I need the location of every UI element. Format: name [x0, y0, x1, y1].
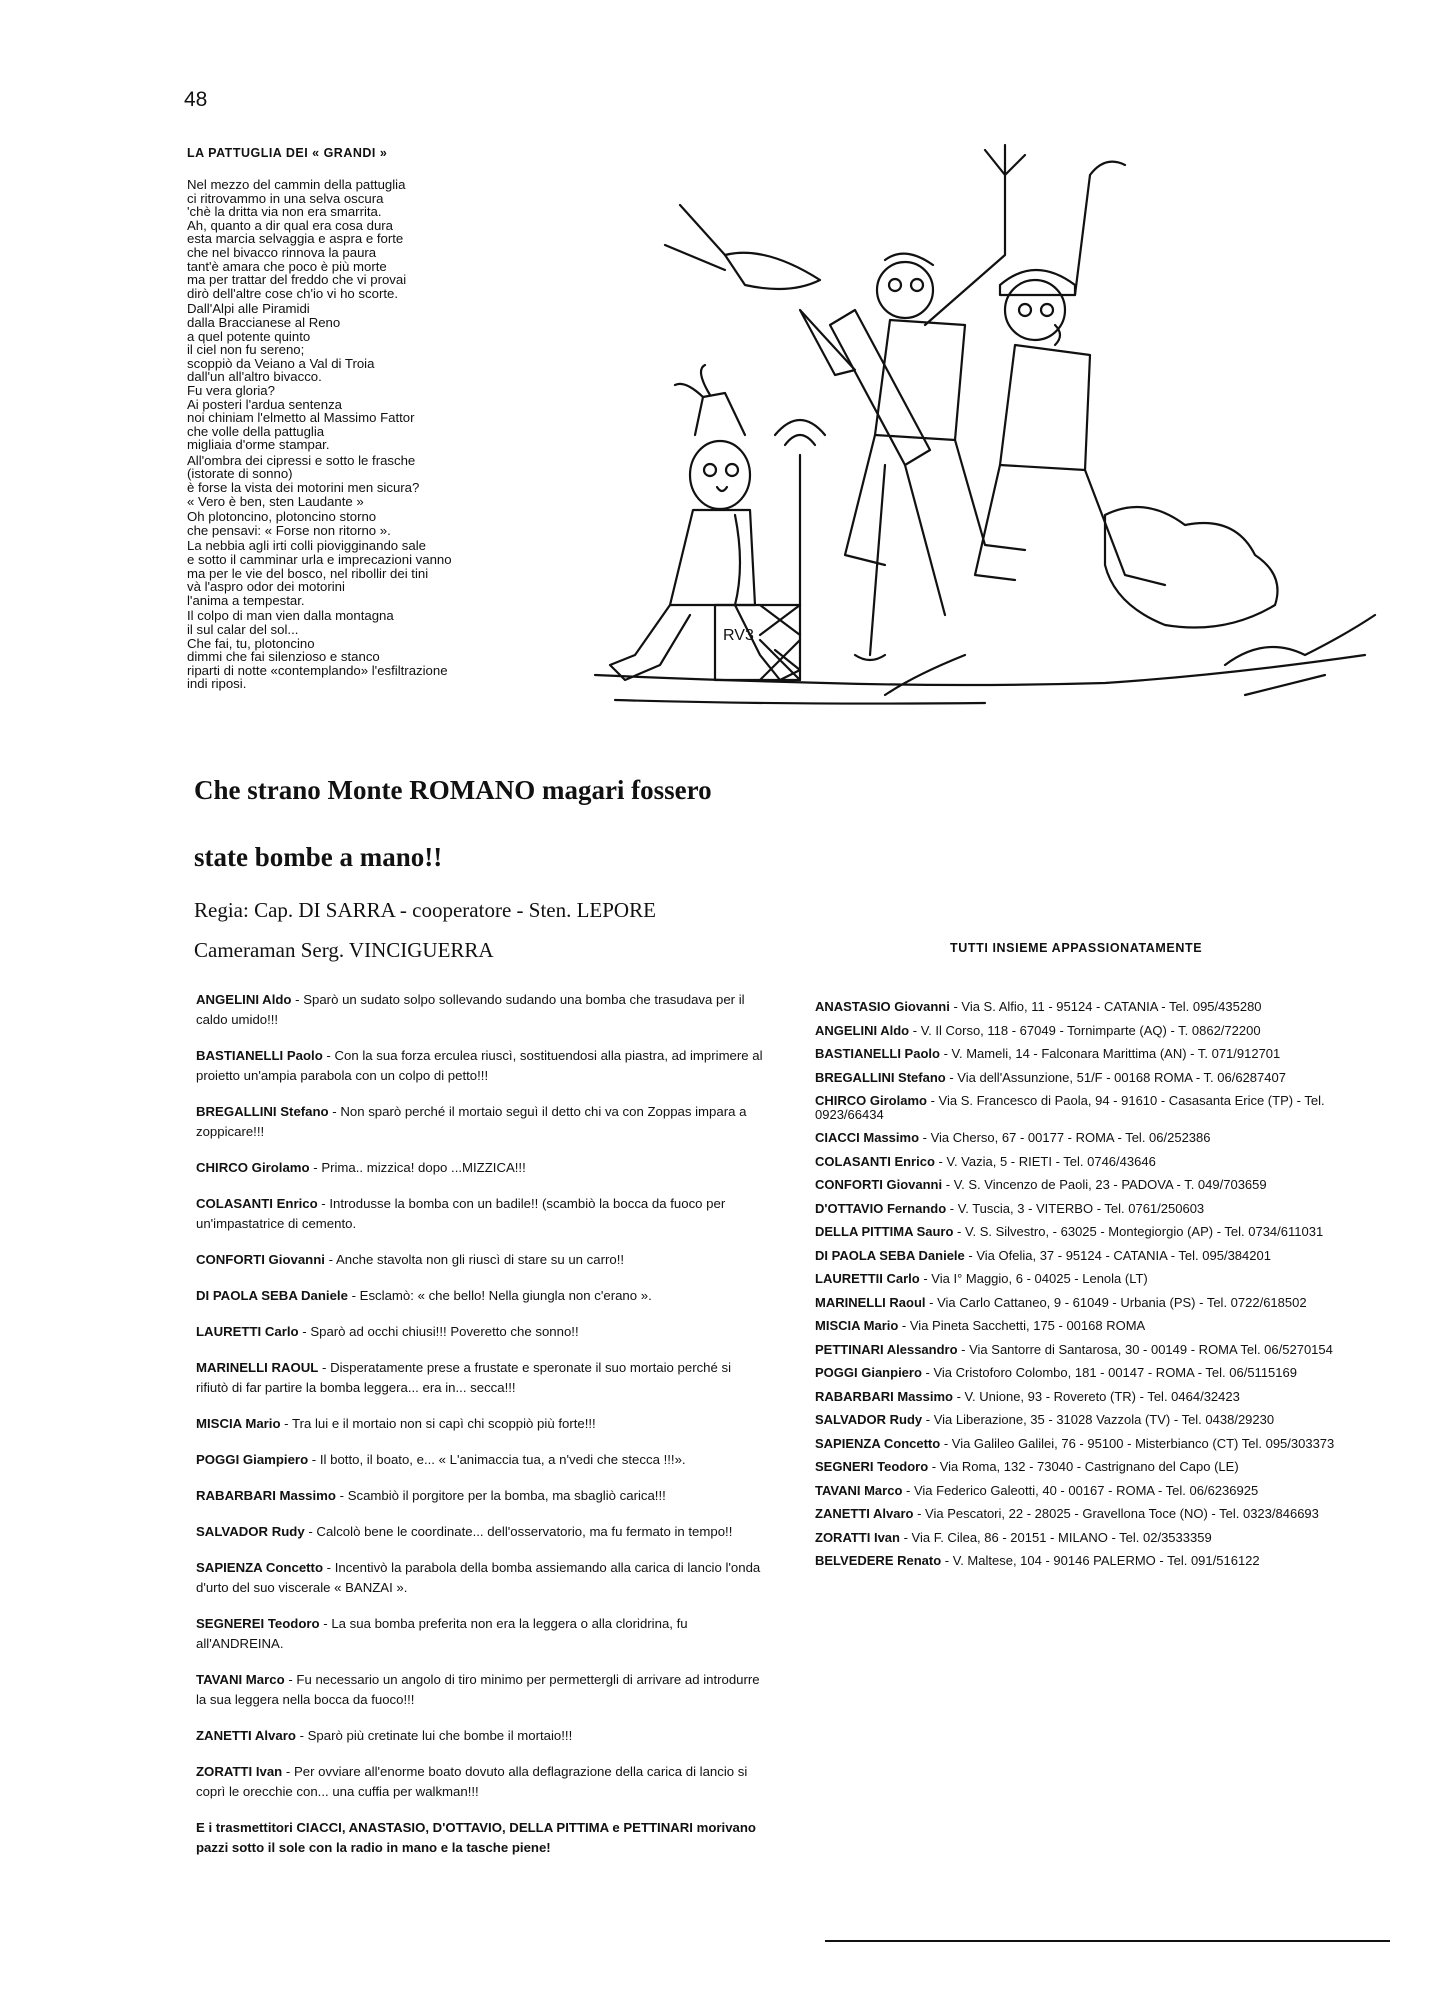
anecdote-text: E i trasmettitori CIACCI, ANASTASIO, D'OTTAVIO, DELLA PITTIMA e PETTINARI morivano pazzi sotto il sole con la radio in mano e la tasche piene! — [196, 1820, 756, 1855]
anecdote-item: TAVANI Marco - Fu necessario un angolo di tiro minimo per permettergli di arrivare ad introdurre la sua leggera nella bocca da fuoco!!! — [196, 1672, 760, 1707]
anecdote-item: ANGELINI Aldo - Sparò un sudato solpo sollevando sudando una bomba che trasudava per il caldo umido!!! — [196, 992, 745, 1027]
contact-name: ANASTASIO Giovanni — [815, 999, 950, 1014]
contacts-heading: TUTTI INSIEME APPASSIONATAMENTE — [950, 941, 1203, 955]
poem-line: dalla Braccianese al Reno — [187, 314, 341, 330]
contact-item: D'OTTAVIO Fernando - V. Tuscia, 3 - VITERBO - Tel. 0761/250603 — [815, 1200, 1205, 1216]
contact-item: TAVANI Marco - Via Federico Galeotti, 40 - 00167 - ROMA - Tel. 06/6236925 — [815, 1482, 1259, 1498]
anecdote-item: LAURETTI Carlo - Sparò ad occhi chiusi!!! Poveretto che sonno!! — [196, 1324, 579, 1339]
poem-line: Che fai, tu, plotoncino — [187, 635, 315, 651]
anecdote-text: Calcolò bene le coordinate... dell'osservatorio, ma fu fermato in tempo!! — [316, 1524, 733, 1539]
contact-address: Via Galileo Galilei, 76 - 95100 - Misterbianco (CT) Tel. 095/303373 — [951, 1435, 1335, 1451]
contact-address: V. Maltese, 104 - 90146 PALERMO - Tel. 091/516122 — [952, 1553, 1260, 1568]
contact-address: V. S. Vincenzo de Paoli, 23 - PADOVA - T. 049/703659 — [953, 1177, 1267, 1192]
contact-item: PETTINARI Alessandro - Via Santorre di Santarosa, 30 - 00149 - ROMA Tel. 06/5270154 — [815, 1341, 1333, 1357]
contact-address: Via Roma, 132 - 73040 - Castrignano del Capo (LE) — [939, 1459, 1239, 1474]
contact-name: LAURETTII Carlo — [815, 1271, 920, 1286]
contact-address: Via F. Cilea, 86 - 20151 - MILANO - Tel. 02/3533359 — [911, 1529, 1212, 1545]
contact-address: Via Santorre di Santarosa, 30 - 00149 - ROMA Tel. 06/5270154 — [969, 1341, 1333, 1357]
anecdote-name: LAURETTI Carlo — [196, 1324, 299, 1339]
contact-item: RABARBARI Massimo - V. Unione, 93 - Rovereto (TR) - Tel. 0464/32423 — [815, 1388, 1240, 1404]
contact-address: Via Cherso, 67 - 00177 - ROMA - Tel. 06/252386 — [930, 1130, 1211, 1145]
poem-line: và l'aspro odor dei motorini — [187, 579, 345, 595]
poem-line: La nebbia agli irti colli piovigginando sale — [187, 538, 426, 554]
poem-line: 'chè la dritta via non era smarrita. — [187, 204, 382, 220]
poem-line: esta marcia selvaggia e aspra e forte — [187, 231, 404, 247]
credits-line-1: Regia: Cap. DI SARRA - cooperatore - Sten. LEPORE — [194, 898, 656, 922]
anecdote-text: Sparò ad occhi chiusi!!! Poveretto che sonno!! — [310, 1324, 579, 1339]
contact-address: Via S. Alfio, 11 - 95124 - CATANIA - Tel. 095/435280 — [961, 999, 1262, 1014]
contact-name: MISCIA Mario — [815, 1318, 899, 1333]
contact-name: MARINELLI Raoul — [815, 1294, 926, 1310]
contact-address: V. Il Corso, 118 - 67049 - Tornimparte (AQ) - T. 0862/72200 — [920, 1022, 1261, 1038]
contact-name: BELVEDERE Renato — [815, 1553, 942, 1568]
contact-address: Via Federico Galeotti, 40 - 00167 - ROMA - Tel. 06/6236925 — [913, 1482, 1259, 1498]
anecdote-text: Anche stavolta non gli riuscì di stare su un carro!! — [335, 1252, 625, 1267]
poem-line: Ai posteri l'ardua sentenza — [187, 396, 342, 412]
anecdote-name: COLASANTI Enrico — [196, 1196, 318, 1211]
anecdote-item: BASTIANELLI Paolo - Con la sua forza erculea riuscì, sostituendosi alla piastra, ad imprimere al proietto un'ampia parabola con un colpo di petto!!! — [196, 1048, 763, 1083]
anecdote-name: CONFORTI Giovanni — [196, 1252, 325, 1267]
contact-address: V. S. Silvestro, - 63025 - Montegiorgio (AP) - Tel. 0734/611031 — [965, 1224, 1324, 1239]
anecdote-text: Con la sua forza erculea riuscì, sostituendosi alla piastra, ad imprimere al proietto un'ampia parabola con un colpo di petto!!! — [196, 1048, 763, 1083]
contact-item: SAPIENZA Concetto - Via Galileo Galilei, 76 - 95100 - Misterbianco (CT) Tel. 095/303373 — [815, 1435, 1335, 1451]
contact-item: CONFORTI Giovanni - V. S. Vincenzo de Paoli, 23 - PADOVA - T. 049/703659 — [815, 1177, 1267, 1192]
contact-name: ANGELINI Aldo — [815, 1022, 910, 1038]
poem-title: LA PATTUGLIA DEI « GRANDI » — [187, 146, 388, 160]
contact-item: SALVADOR Rudy - Via Liberazione, 35 - 31028 Vazzola (TV) - Tel. 0438/29230 — [815, 1412, 1275, 1427]
page-number: 48 — [184, 88, 208, 111]
contact-name: SALVADOR Rudy — [815, 1412, 923, 1427]
anecdote-item: SAPIENZA Concetto - Incentivò la parabola della bomba assiemando alla carica di lancio l'onda d'urto del suo viscerale « BANZAI ». — [196, 1560, 761, 1595]
contact-name: CHIRCO Girolamo — [815, 1093, 927, 1108]
anecdote-text: Disperatamente prese a frustate e speronate il suo mortaio perché si rifiutò di far partire la bomba leggera... era in... secca!!! — [196, 1360, 732, 1395]
poem-line: riparti di notte «contemplando» l'esfiltrazione — [187, 662, 448, 678]
poem-line: tant'è amara che poco è più morte — [187, 258, 387, 274]
poem-line: che volle della pattuglia — [187, 423, 325, 439]
anecdote-item: SALVADOR Rudy - Calcolò bene le coordinate... dell'osservatorio, ma fu fermato in tempo!! — [196, 1524, 733, 1539]
anecdote-item: MARINELLI RAOUL - Disperatamente prese a frustate e speronate il suo mortaio perché si rifiutò di far partire la bomba leggera... era in... secca!!! — [196, 1360, 732, 1395]
anecdote-item: ZANETTI Alvaro - Sparò più cretinate lui che bombe il mortaio!!! — [196, 1728, 573, 1743]
anecdote-text: La sua bomba preferita non era la leggera o alla cloridrina, fu all'ANDREINA. — [196, 1616, 688, 1651]
anecdote-item: BREGALLINI Stefano - Non sparò perché il mortaio seguì il detto chi va con Zoppas impara a zoppicare!!! — [196, 1104, 747, 1139]
credits-line-2: Cameraman Serg. VINCIGUERRA — [194, 938, 494, 962]
contact-address: Via Carlo Cattaneo, 9 - 61049 - Urbania (PS) - Tel. 0722/618502 — [937, 1294, 1307, 1310]
anecdote-text: Il botto, il boato, e... « L'animaccia tua, a n'vedi che stecca !!!». — [319, 1452, 686, 1467]
poem-line: Ah, quanto a dir qual era cosa dura — [187, 217, 394, 233]
anecdote-item: RABARBARI Massimo - Scambiò il porgitore per la bomba, ma sbagliò carica!!! — [196, 1488, 666, 1503]
contact-name: CIACCI Massimo — [815, 1130, 920, 1145]
poem-line: è forse la vista dei motorini men sicura? — [187, 480, 420, 496]
poem-stanza — [187, 609, 527, 691]
poem-stanza — [187, 510, 527, 537]
contact-item: ANGELINI Aldo - V. Il Corso, 118 - 67049 - Tornimparte (AQ) - T. 0862/72200 — [815, 1022, 1261, 1038]
contact-name: POGGI Gianpiero — [815, 1365, 922, 1380]
contact-name: RABARBARI Massimo — [815, 1388, 953, 1404]
anecdote-item: DI PAOLA SEBA Daniele - Esclamò: « che bello! Nella giungla non c'erano ». — [196, 1288, 652, 1303]
contact-item: BASTIANELLI Paolo - V. Mameli, 14 - Falconara Marittima (AN) - T. 071/912701 — [815, 1046, 1281, 1061]
anecdote-name: RABARBARI Massimo — [196, 1488, 336, 1503]
anecdote-name: SALVADOR Rudy — [196, 1524, 305, 1539]
contact-item: BREGALLINI Stefano - Via dell'Assunzione, 51/F - 00168 ROMA - T. 06/6287407 — [815, 1069, 1286, 1085]
anecdote-name: ANGELINI Aldo — [196, 992, 292, 1007]
contacts-list — [815, 1000, 1390, 1578]
contact-item: ANASTASIO Giovanni - Via S. Alfio, 11 - 95124 - CATANIA - Tel. 095/435280 — [815, 999, 1262, 1014]
contact-name: DI PAOLA SEBA Daniele — [815, 1247, 965, 1263]
poem-line: dirò dell'altre cose ch'io vi ho scorte. — [187, 285, 399, 301]
poem-line: scoppiò da Veiano a Val di Troia — [187, 355, 375, 371]
anecdote-name: MISCIA Mario — [196, 1416, 281, 1431]
contact-item: MISCIA Mario - Via Pineta Sacchetti, 175 - 00168 ROMA — [815, 1318, 1146, 1333]
anecdote-text: Per ovviare all'enorme boato dovuto alla deflagrazione della carica di lancio si coprì le orecchie con... una cuffia per walkman!!! — [196, 1764, 748, 1799]
contact-address: Via Cristoforo Colombo, 181 - 00147 - ROMA - Tel. 06/5115169 — [933, 1365, 1297, 1380]
anecdote-name: CHIRCO Girolamo — [196, 1160, 310, 1175]
contact-address: V. Tuscia, 3 - VITERBO - Tel. 0761/250603 — [957, 1200, 1205, 1216]
anecdote-item: CONFORTI Giovanni - Anche stavolta non gli riuscì di stare su un carro!! — [196, 1252, 625, 1267]
poem-line: a quel potente quinto — [187, 328, 311, 344]
contact-item: CIACCI Massimo - Via Cherso, 67 - 00177 - ROMA - Tel. 06/252386 — [815, 1130, 1211, 1145]
poem-line: indi riposi. — [187, 676, 247, 692]
poem-line: ma per trattar del freddo che vi provai — [187, 272, 407, 288]
anecdote-text: Esclamò: « che bello! Nella giungla non c'erano ». — [359, 1288, 652, 1303]
contact-name: SAPIENZA Concetto — [815, 1435, 941, 1451]
poem-line: (istorate di sonno) — [187, 466, 293, 482]
contact-address: V. Vazia, 5 - RIETI - Tel. 0746/43646 — [946, 1153, 1156, 1169]
anecdote-item: ZORATTI Ivan - Per ovviare all'enorme boato dovuto alla deflagrazione della carica di lancio si coprì le orecchie con... una cuffia per walkman!!! — [196, 1764, 748, 1799]
divider — [825, 1940, 1390, 1942]
anecdote-name: SAPIENZA Concetto — [196, 1560, 323, 1575]
poem-text — [187, 178, 527, 693]
poem-line: l'anima a tempestar. — [187, 592, 305, 608]
contact-name: BASTIANELLI Paolo — [815, 1046, 940, 1061]
anecdote-item: SEGNEREI Teodoro - La sua bomba preferita non era la leggera o alla cloridrina, fu all'ANDREINA. — [196, 1616, 688, 1651]
contact-name: PETTINARI Alessandro — [815, 1341, 958, 1357]
poem-line: ci ritrovammo in una selva oscura — [187, 190, 384, 206]
anecdote-text: Tra lui e il mortaio non si capì chi scoppiò più forte!!! — [292, 1416, 596, 1431]
anecdote-name: ZORATTI Ivan — [196, 1764, 283, 1779]
poem-line: il ciel non fu sereno; — [187, 342, 305, 358]
headline-line-1: Che strano Monte ROMANO magari fossero — [194, 775, 712, 805]
poem-stanza — [187, 178, 527, 300]
contact-name: BREGALLINI Stefano — [815, 1069, 946, 1085]
anecdote-text: Fu necessario un angolo di tiro minimo per permettergli di arrivare ad introdurre la sua leggera nella bocca da fuoco!!! — [196, 1672, 760, 1707]
poem-stanza — [187, 539, 527, 607]
poem-stanza — [187, 302, 527, 452]
poem-line: migliaia d'orme stampar. — [187, 437, 330, 453]
contact-item: COLASANTI Enrico - V. Vazia, 5 - RIETI - Tel. 0746/43646 — [815, 1153, 1156, 1169]
contact-name: TAVANI Marco — [815, 1482, 903, 1498]
anecdote-text: Non sparò perché il mortaio seguì il detto chi va con Zoppas impara a zoppicare!!! — [196, 1104, 747, 1139]
anecdote-name: SEGNEREI Teodoro — [196, 1616, 320, 1631]
poem-line: che nel bivacco rinnova la paura — [187, 244, 377, 260]
anecdote-item: POGGI Giampiero - Il botto, il boato, e... « L'animaccia tua, a n'vedi che stecca !!!». — [196, 1452, 686, 1467]
anecdote-text: Scambiò il porgitore per la bomba, ma sbagliò carica!!! — [347, 1488, 666, 1503]
poem-line: Il colpo di man vien dalla montagna — [187, 608, 394, 624]
poem-line: « Vero è ben, sten Laudante » — [187, 493, 364, 509]
poem-line: il sul calar del sol... — [187, 622, 299, 637]
poem-line: e sotto il camminar urla e imprecazioni vanno — [187, 552, 452, 568]
contact-address: Via Liberazione, 35 - 31028 Vazzola (TV) - Tel. 0438/29230 — [933, 1412, 1275, 1427]
contact-name: D'OTTAVIO Fernando — [815, 1200, 947, 1216]
contact-name: COLASANTI Enrico — [815, 1153, 935, 1169]
contact-item: POGGI Gianpiero - Via Cristoforo Colombo, 181 - 00147 - ROMA - Tel. 06/5115169 — [815, 1365, 1297, 1380]
contact-item: LAURETTII Carlo - Via I° Maggio, 6 - 04025 - Lenola (LT) — [815, 1271, 1148, 1286]
anecdote-item: CHIRCO Girolamo - Prima.. mizzica! dopo ...MIZZICA!!! — [196, 1160, 526, 1175]
anecdote-text: Prima.. mizzica! dopo ...MIZZICA!!! — [321, 1160, 526, 1175]
anecdote-name: MARINELLI RAOUL — [196, 1360, 319, 1375]
poem-line: che pensavi: « Forse non ritorno ». — [187, 522, 391, 538]
contact-name: SEGNERI Teodoro — [815, 1459, 929, 1474]
poem-line: Oh plotoncino, plotoncino storno — [187, 509, 377, 525]
anecdote-item: COLASANTI Enrico - Introdusse la bomba con un badile!! (scambiò la bocca da fuoco per un'impastatrice di cemento. — [196, 1196, 726, 1231]
anecdote-name: BREGALLINI Stefano — [196, 1104, 329, 1119]
contact-item: DELLA PITTIMA Sauro - V. S. Silvestro, - 63025 - Montegiorgio (AP) - Tel. 0734/611031 — [815, 1224, 1324, 1239]
contact-address: Via S. Francesco di Paola, 94 - 91610 - Casasanta Erice (TP) - Tel. 0923/66434 — [815, 1093, 1325, 1122]
contact-name: CONFORTI Giovanni — [815, 1177, 943, 1192]
poem-line: All'ombra dei cipressi e sotto le frasche — [187, 452, 416, 468]
contact-item: SEGNERI Teodoro - Via Roma, 132 - 73040 - Castrignano del Capo (LE) — [815, 1459, 1239, 1474]
poem-line: dall'un all'altro bivacco. — [187, 369, 322, 385]
cartoon-illustration — [585, 135, 1380, 735]
poem-line: Fu vera gloria? — [187, 382, 275, 398]
contact-name: ZANETTI Alvaro — [815, 1506, 914, 1521]
poem-line: ma per le vie del bosco, nel ribollir dei tini — [187, 565, 429, 581]
anecdote-name: TAVANI Marco — [196, 1672, 285, 1687]
poem-line: dimmi che fai silenzioso e stanco — [187, 649, 380, 665]
anecdote-item — [196, 1818, 766, 1858]
contact-address: Via Pineta Sacchetti, 175 - 00168 ROMA — [909, 1318, 1146, 1333]
headline-line-2: state bombe a mano!! — [194, 842, 443, 872]
contact-name: ZORATTI Ivan — [815, 1529, 900, 1545]
anecdote-text: Introdusse la bomba con un badile!! (scambiò la bocca da fuoco per un'impastatrice di cemento. — [196, 1196, 726, 1231]
contact-item: ZORATTI Ivan - Via F. Cilea, 86 - 20151 - MILANO - Tel. 02/3533359 — [815, 1529, 1212, 1545]
contact-address: Via I° Maggio, 6 - 04025 - Lenola (LT) — [931, 1271, 1148, 1286]
anecdote-text: Incentivò la parabola della bomba assiemando alla carica di lancio l'onda d'urto del suo viscerale « BANZAI ». — [196, 1560, 761, 1595]
contact-item: DI PAOLA SEBA Daniele - Via Ofelia, 37 - 95124 - CATANIA - Tel. 095/384201 — [815, 1247, 1271, 1263]
poem-line: Nel mezzo del cammin della pattuglia — [187, 177, 406, 192]
contact-item: MARINELLI Raoul - Via Carlo Cattaneo, 9 - 61049 - Urbania (PS) - Tel. 0722/618502 — [815, 1294, 1307, 1310]
poem-stanza — [187, 454, 527, 508]
contact-item: CHIRCO Girolamo - Via S. Francesco di Paola, 94 - 91610 - Casasanta Erice (TP) - Tel. 0923/66434 — [815, 1093, 1325, 1122]
contact-address: Via Ofelia, 37 - 95124 - CATANIA - Tel. 095/384201 — [976, 1247, 1271, 1263]
poem-line: Dall'Alpi alle Piramidi — [187, 301, 310, 317]
anecdote-text: Sparò un sudato solpo sollevando sudando una bomba che trasudava per il caldo umido!!! — [196, 992, 745, 1027]
anecdote-name: BASTIANELLI Paolo — [196, 1048, 323, 1063]
contact-name: DELLA PITTIMA Sauro — [815, 1224, 954, 1239]
anecdote-name: ZANETTI Alvaro — [196, 1728, 296, 1743]
contact-item: BELVEDERE Renato - V. Maltese, 104 - 90146 PALERMO - Tel. 091/516122 — [815, 1553, 1260, 1568]
anecdotes-list — [196, 990, 766, 1874]
contact-address: Via dell'Assunzione, 51/F - 00168 ROMA - T. 06/6287407 — [957, 1069, 1286, 1085]
radio-box-label: RV3 — [723, 627, 754, 644]
contact-address: V. Mameli, 14 - Falconara Marittima (AN) - T. 071/912701 — [951, 1046, 1281, 1061]
contact-address: Via Pescatori, 22 - 28025 - Gravellona Toce (NO) - Tel. 0323/846693 — [925, 1506, 1319, 1521]
anecdote-text: Sparò più cretinate lui che bombe il mortaio!!! — [307, 1728, 573, 1743]
anecdote-name: POGGI Giampiero — [196, 1452, 309, 1467]
contact-address: V. Unione, 93 - Rovereto (TR) - Tel. 0464/32423 — [964, 1388, 1240, 1404]
anecdote-name: DI PAOLA SEBA Daniele — [196, 1288, 348, 1303]
contact-item: ZANETTI Alvaro - Via Pescatori, 22 - 28025 - Gravellona Toce (NO) - Tel. 0323/846693 — [815, 1506, 1319, 1521]
poem-line: noi chiniam l'elmetto al Massimo Fattor — [187, 410, 415, 426]
anecdote-item: MISCIA Mario - Tra lui e il mortaio non si capì chi scoppiò più forte!!! — [196, 1416, 596, 1431]
